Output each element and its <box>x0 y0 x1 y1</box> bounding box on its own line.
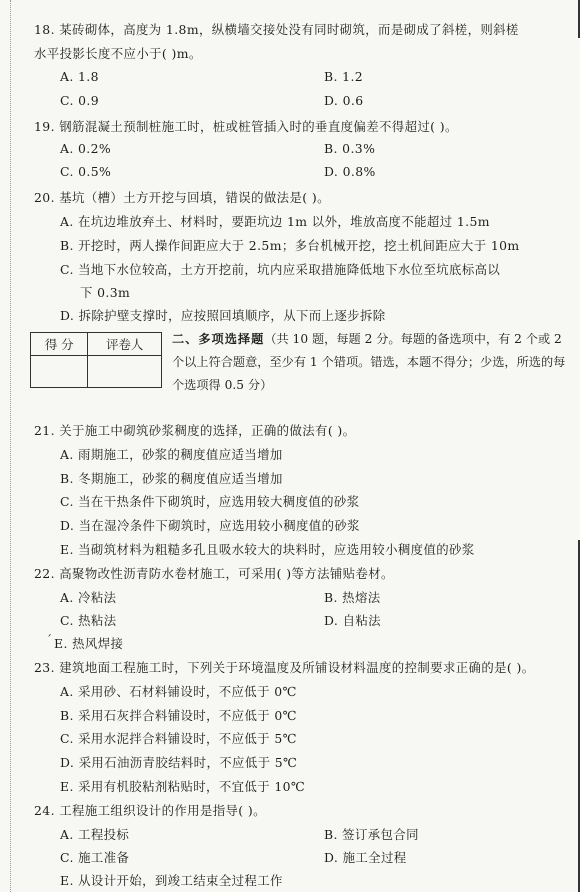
q22-option-c: C. 热粘法 <box>60 613 117 628</box>
q21-option-a: A. 雨期施工，砂浆的稠度值应适当增加 <box>60 447 283 462</box>
q23-option-e: E. 采用有机胶粘剂粘贴时，不宜低于 10℃ <box>60 779 306 794</box>
q18-stem-line2: 水平投影长度不应小于( )m。 <box>34 46 202 61</box>
q23-option-a: A. 采用砂、石材料铺设时，不应低于 0℃ <box>60 684 297 699</box>
q21-stem: 21. 关于施工中砌筑砂浆稠度的选择，正确的做法有( )。 <box>34 423 356 438</box>
q21-option-c: C. 当在干热条件下砌筑时，应选用较大稠度值的砂浆 <box>60 494 360 509</box>
q21-option-d: D. 当在湿冷条件下砌筑时，应选用较小稠度值的砂浆 <box>60 518 360 533</box>
q23-stem: 23. 建筑地面工程施工时，下列关于环境温度及所铺设材料温度的控制要求正确的是( )。 <box>34 660 535 675</box>
q22-option-b: B. 热熔法 <box>324 590 381 605</box>
binding-margin-dotted-line <box>10 0 11 892</box>
q20-option-c-line1: C. 当地下水位较高，土方开挖前，坑内应采取措施降低地下水位至坑底标高以 <box>60 262 501 277</box>
q20-option-a: A. 在坑边堆放弃土、材料时，要距坑边 1m 以外，堆放高度不能超过 1.5m <box>60 214 490 229</box>
q24-option-b: B. 签订承包合同 <box>324 827 419 842</box>
q24-stem: 24. 工程施工组织设计的作用是指导( )。 <box>34 803 266 818</box>
q19-stem: 19. 钢筋混凝土预制桩施工时，桩或桩管插入时的垂直度偏差不得超过( )。 <box>34 119 458 134</box>
grader-label: 评卷人 <box>88 333 162 356</box>
q24-option-d: D. 施工全过程 <box>324 850 407 865</box>
q20-option-c-line2: 下 0.3m <box>80 285 131 300</box>
q18-option-b: B. 1.2 <box>324 69 364 84</box>
q21-option-b: B. 冬期施工，砂浆的稠度值应适当增加 <box>60 471 283 486</box>
q22-option-a: A. 冷粘法 <box>60 590 117 605</box>
score-label: 得 分 <box>31 333 88 356</box>
q24-option-a: A. 工程投标 <box>60 827 130 842</box>
q18-option-c: C. 0.9 <box>60 93 100 108</box>
score-box <box>30 332 162 388</box>
section-2-instructions: （共 10 题，每题 2 分。每题的备选项中，有 2 个或 2 个以上符合题意，至少有 1 个错项。错选，本题不得分；少选，所选的每个选项得 0.5 分） <box>172 332 566 392</box>
q20-option-b: B. 开挖时，两人操作间距应大于 2.5m；多台机械开挖，挖土机间距应大于 10m <box>60 238 520 253</box>
q23-option-b: B. 采用石灰拌合料铺设时，不应低于 0℃ <box>60 708 297 723</box>
q22-stem: 22. 高聚物改性沥青防水卷材施工，可采用( )等方法铺贴卷材。 <box>34 566 394 581</box>
q22-option-e: E. 热风焊接 <box>54 636 124 651</box>
grader-cell <box>88 356 162 388</box>
q24-option-c: C. 施工准备 <box>60 850 130 865</box>
q19-option-b: B. 0.3% <box>324 141 376 156</box>
q19-option-d: D. 0.8% <box>324 164 376 179</box>
q21-option-e: E. 当砌筑材料为粗糙多孔且吸水较大的块料时，应选用较小稠度值的砂浆 <box>60 542 475 557</box>
section-2-heading <box>172 328 576 397</box>
q18-stem-line1: 18. 某砖砌体，高度为 1.8m，纵横墙交接处没有同时砌筑，而是砌成了斜槎，则斜槎 <box>34 22 519 37</box>
q24-option-e: E. 从设计开始，到竣工结束全过程工作 <box>60 873 283 888</box>
q23-option-d: D. 采用石油沥青胶结料时，不应低于 5℃ <box>60 755 298 770</box>
q19-option-a: A. 0.2% <box>60 141 112 156</box>
score-cell <box>31 356 88 388</box>
q19-option-c: C. 0.5% <box>60 164 112 179</box>
q23-option-c: C. 采用水泥拌合料铺设时，不应低于 5℃ <box>60 731 297 746</box>
q22-option-d: D. 自粘法 <box>324 613 381 628</box>
pen-mark-icon: ´ <box>46 633 52 647</box>
q20-stem: 20. 基坑（槽）土方开挖与回填，错误的做法是( )。 <box>34 190 330 205</box>
q18-option-d: D. 0.6 <box>324 93 364 108</box>
q18-option-a: A. 1.8 <box>60 69 99 84</box>
q20-option-d: D. 拆除护壁支撑时，应按照回填顺序，从下而上逐步拆除 <box>60 308 386 323</box>
section-2-title: 二、多项选择题 <box>172 332 265 346</box>
